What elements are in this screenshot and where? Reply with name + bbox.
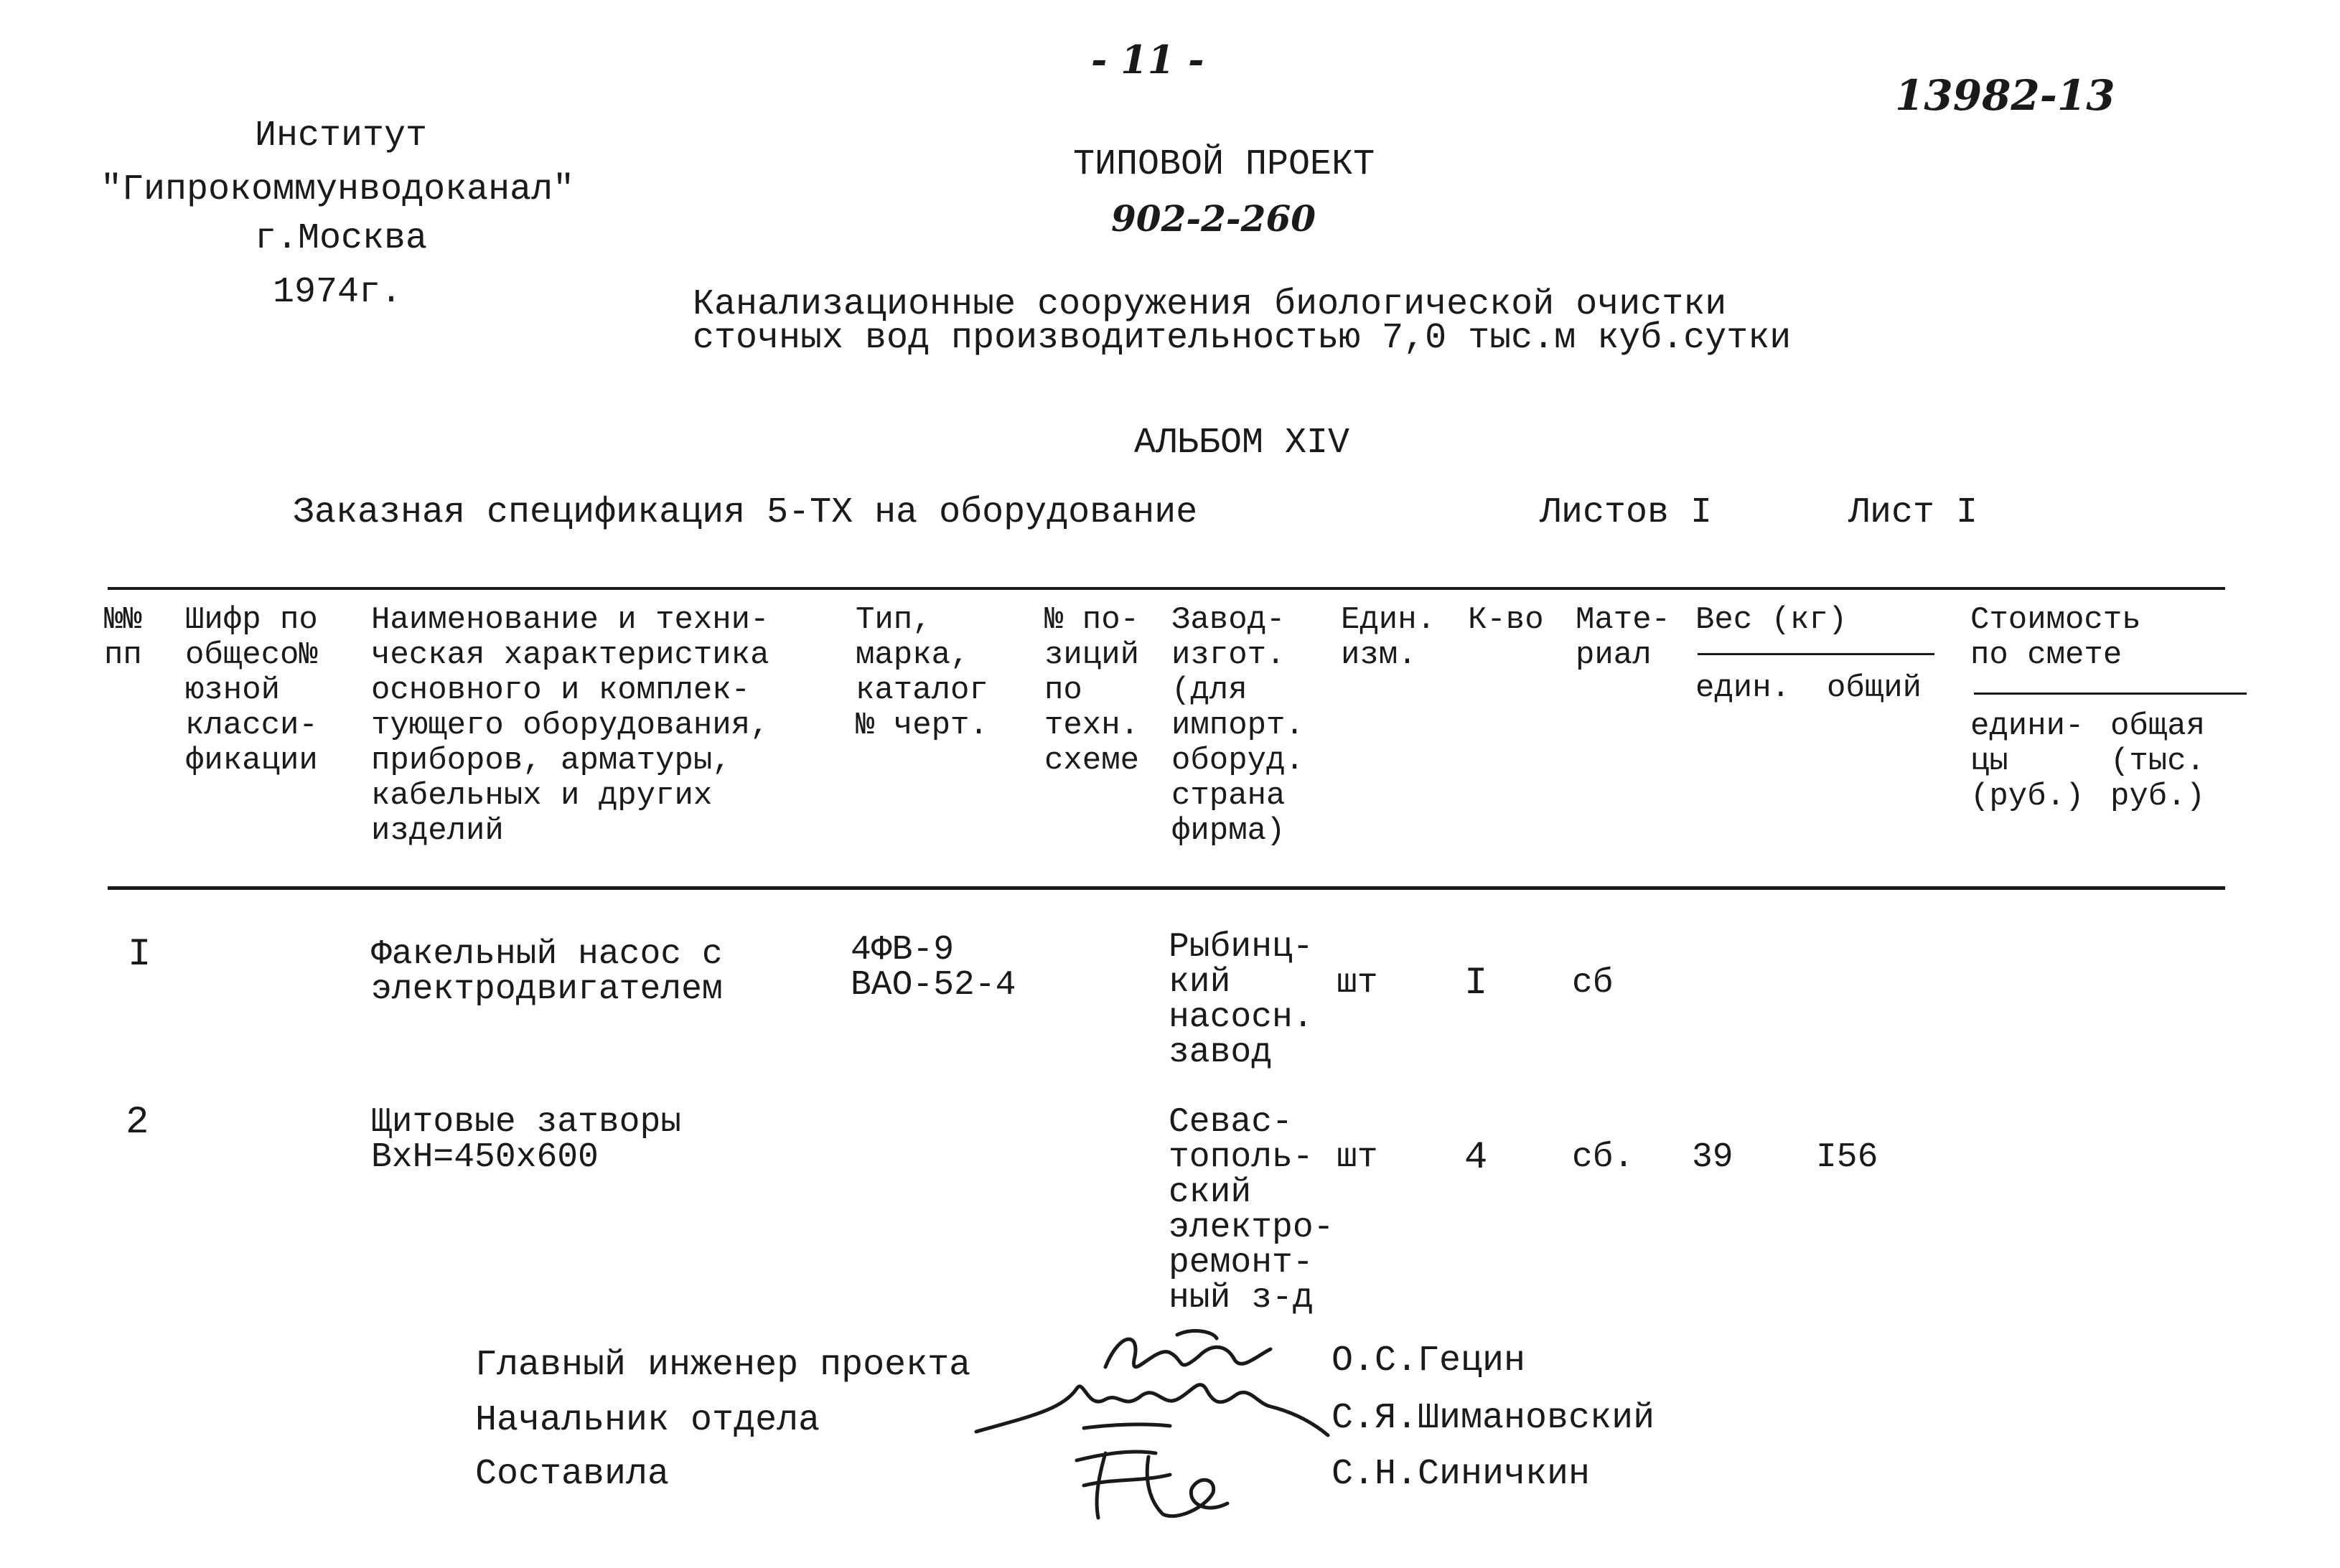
project-number: 902-2-260 [1111,197,1316,240]
header-cost-total: общая (тыс. руб.) [2110,708,2206,814]
institute-city: г.Москва [255,218,428,259]
row-num: 2 [126,1101,149,1145]
header-type: Тип, марка, каталог № черт. [856,602,988,743]
weight-subheader-rule [1698,653,1934,655]
document-code: 13982-13 [1895,71,2115,120]
institute-label: Институт [255,116,428,156]
signature-role: Составила [475,1454,670,1495]
header-weight-total: общий [1827,670,1922,706]
row-num: I [128,933,151,977]
header-maker: Завод- изгот. (для импорт. оборуд. страна фирма) [1171,602,1304,849]
project-label: ТИПОВОЙ ПРОЕКТ [1073,144,1375,185]
row-qty: I [1464,962,1488,1005]
project-title-line1: Канализационные сооружения биологической очистки [693,284,1727,325]
header-cost: Стоимость по смете [1970,602,2141,673]
header-material: Мате- риал [1576,602,1671,673]
signature-name: С.Н.Синичкин [1332,1454,1591,1495]
header-position: № по- зиций по техн. схеме [1044,602,1140,779]
handwritten-signature-3 [1062,1435,1249,1529]
album-title: АЛЬБОМ XIV [1134,423,1350,464]
row-maker: Рыбинц- кий насосн. завод [1169,928,1314,1072]
spec-title: Заказная спецификация 5-ТХ на оборудование [293,492,1198,533]
header-code: Шифр по общесо№ юзной класси- фикации [185,602,318,779]
header-unit: Един. изм. [1341,602,1436,673]
header-weight: Вес (кг) [1695,602,1848,638]
signature-name: С.Я.Шимановский [1332,1398,1655,1439]
handwritten-signature-2 [969,1367,1335,1446]
header-cost-unit: едини- цы (руб.) [1970,708,2084,814]
row-name: Факельный насос с электродвигателем [371,935,723,1009]
sheet-number: Лист I [1848,492,1978,533]
signature-role: Главный инженер проекта [475,1345,971,1386]
project-title-line2: сточных вод производительностью 7,0 тыс.м куб.сутки [693,318,1792,359]
table-header-bottom-rule [108,886,2225,890]
header-num: №№ пп [104,602,142,673]
row-maker: Севас- тополь- ский электро- ремонт- ный з-д [1169,1103,1334,1318]
page-number: - 11 - [1091,37,1204,83]
row-material: сб [1572,964,1614,1003]
header-name: Наименование и техни- ческая характеристика основного и комплек- тующего оборудования, приборов, арматуры, кабельных и других изделий [371,602,769,849]
row-unit: шт [1337,964,1378,1003]
row-material: сб. [1572,1138,1634,1177]
header-weight-unit: един. [1695,670,1791,706]
institute-year: 1974г. [273,272,403,313]
signature-name: О.С.Гецин [1332,1341,1526,1381]
row-qty: 4 [1464,1136,1488,1180]
row-weight-unit: 39 [1692,1138,1733,1177]
header-qty: К-во [1468,602,1544,638]
signature-role: Начальник отдела [475,1400,820,1441]
institute-name: "Гипрокоммунводоканал" [100,169,575,210]
cost-subheader-rule [1974,693,2247,695]
row-type: 4ФВ-9 ВАО-52-4 [851,931,1016,1005]
sheets-total: Листов I [1540,492,1713,533]
row-unit: шт [1337,1138,1378,1177]
row-weight-total: I56 [1816,1138,1878,1177]
table-top-rule [108,587,2225,590]
row-name: Щитовые затворы ВхН=450х600 [371,1103,682,1177]
